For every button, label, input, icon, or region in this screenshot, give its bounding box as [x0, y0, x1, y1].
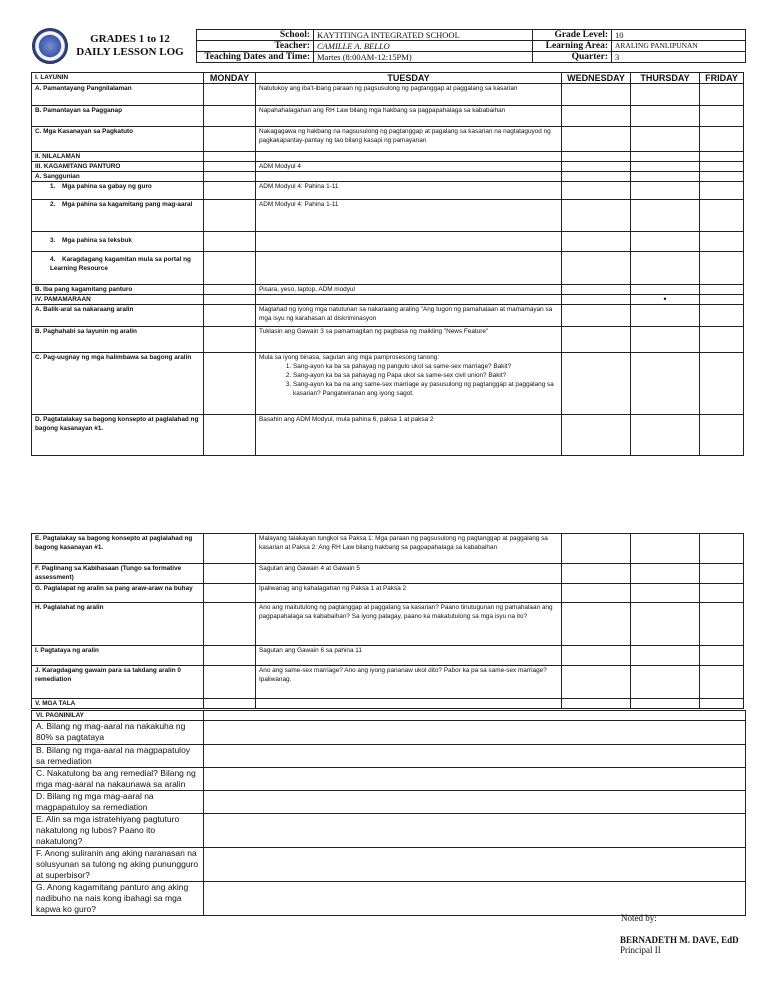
lesson-table-part2: [31, 533, 744, 709]
learning-area-value: ARALING PANLIPUNAN: [612, 41, 746, 52]
principal-position: Principal II: [620, 945, 661, 955]
form-title-line1: GRADES 1 to 12: [90, 33, 170, 45]
mga-tala-heading: V. MGA TALA: [32, 699, 204, 709]
paglalahat-label: H. Paglalahat ng aralin: [32, 603, 204, 646]
row-a-tuesday: Natutukoy ang iba't-ibang paraan ng pagsusulong ng pagtanggap at paggalang sa kasarian: [256, 84, 562, 106]
row-b-tuesday: Napahahalagahan ang RH Law bilang mga hakbang sa pagpapahalaga sa kababaihan: [256, 106, 562, 127]
paglalapat-tuesday: Ipaliwanag ang kahalagahan ng Paksa 1 at Paksa 2: [256, 584, 562, 603]
karagdagang-gawain-tuesday: Ano ang same-sex marriage? Ano ang iyong pananaw ukol dito? Pabor ka pa sa same-sex marriage? Ipaliwanag.: [256, 666, 562, 699]
pamamaraan-heading: IV. PAMAMARAAN: [32, 295, 204, 305]
col-wednesday: WEDNESDAY: [562, 73, 631, 84]
paglalahat-tuesday: Ano ang maitutulong ng pagtanggap at paggalang sa kasarian? Paano tinutugunan ng pamahalaan ang pagpapahalaga sa kababaihan? Sa iyong palagay, paano ka makatutulong sa mga isyu na ito?: [256, 603, 562, 646]
paghahabi-label: B. Paghahabi sa layunin ng aralin: [32, 327, 204, 353]
col-thursday: THURSDAY: [631, 73, 700, 84]
pagninilay-heading: VI. PAGNINILAY: [32, 711, 204, 721]
lesson-table-part1: [31, 72, 744, 456]
sanggunian-item-2-tuesday: ADM Modyul 4: Pahina 1-11: [256, 200, 562, 232]
school-value: KAYTITINGA INTEGRATED SCHOOL: [314, 30, 533, 41]
sanggunian-item-1-tuesday: ADM Modyul 4: Pahina 1-11: [256, 182, 562, 200]
pagninilay-table: [31, 710, 746, 916]
form-title: [70, 33, 190, 59]
teacher-label: Teacher:: [197, 41, 314, 52]
reflection-item: A. Bilang ng mag-aaral na nakakuha ng 80% sa pagtataya: [32, 721, 204, 745]
sanggunian-item-1: 1. Mga pahina sa gabay ng guro: [32, 182, 204, 200]
question-item: 3. Sang-ayon ka ba na ang same-sex marriage ay pasusulong ng pagtanggap at paggalang sa kasarian? Pangatwiranan ang iyong sagot.: [293, 380, 558, 398]
thursday-bullet: •: [631, 295, 700, 305]
reflection-item: G. Anong kagamitang panturo ang aking nadibuho na nais kong ibahagi sa mga kapwa ko guro?: [32, 882, 204, 916]
quarter-value: 3: [612, 52, 746, 63]
paglalapat-label: G. Paglalapat ng aralin sa pang araw-araw na buhay: [32, 584, 204, 603]
nilalaman-heading: II. NILALAMAN: [32, 152, 204, 162]
col-tuesday: TUESDAY: [256, 73, 562, 84]
principal-name: BERNADETH M. DAVE, EdD: [620, 935, 739, 945]
balik-aral-label: A. Balik-aral sa nakaraang aralin: [32, 305, 204, 327]
iba-pang-kagamitan-label: B. Iba pang kagamitang panturo: [32, 285, 204, 295]
school-label: School:: [197, 30, 314, 41]
paghahabi-tuesday: Tuklasin ang Gawain 3 sa pamamagitan ng pagbasa ng maikling "News Feature": [256, 327, 562, 353]
iba-pang-kagamitan-tuesday: Pisara, yeso, laptop, ADM modyul: [256, 285, 562, 295]
sanggunian-heading: A. Sanggunian: [32, 172, 204, 182]
row-a-label: A. Pamantayang Pangnilalaman: [32, 84, 204, 106]
col-friday: FRIDAY: [700, 73, 744, 84]
learning-area-label: Learning Area:: [533, 41, 612, 52]
balik-aral-tuesday: Maglahad ng iyong mga natutunan sa nakaraang araling "Ang tugon ng pamahalaan at mamamayan sa mga isyu ng karahasan at diskriminasyon: [256, 305, 562, 327]
teaching-dates-value: Martes (8:00AM-12:15PM): [314, 52, 533, 63]
row-c-label: C. Mga Kasanayan sa Pagkatuto: [32, 127, 204, 152]
grade-level-value: 10: [612, 30, 746, 41]
kagamitan-heading: III. KAGAMITANG PANTURO: [32, 162, 204, 172]
pagtataya-tuesday: Sagutan ang Gawain 6 sa pahina 11: [256, 646, 562, 666]
kagamitan-tuesday: ADM Modyul 4: [256, 162, 562, 172]
quarter-label: Quarter:: [533, 52, 612, 63]
sanggunian-item-4: 4. Karagdagang kagamitan mula sa portal ng Learning Resource: [32, 252, 204, 285]
reflection-item: F. Anong suliranin ang aking naranasan na solusyunan sa tulong ng aking punungguro at superbisor?: [32, 848, 204, 882]
pagtataya-label: I. Pagtataya ng aralin: [32, 646, 204, 666]
header-table: [196, 29, 746, 63]
pag-uugnay-tuesday: [256, 353, 562, 415]
reflection-item: C. Nakatulong ba ang remedial? Bilang ng mga mag-aaral na nakaunawa sa aralin: [32, 768, 204, 791]
reflection-item: E. Alin sa mga istratehiyang pagtuturo nakatulong ng lubos? Paano ito nakatulong?: [32, 814, 204, 848]
sanggunian-item-3: 3. Mga pahina sa teksbuk: [32, 232, 204, 252]
grade-level-label: Grade Level:: [533, 30, 612, 41]
noted-by-label: Noted by:: [621, 913, 657, 923]
deped-seal-logo: [32, 28, 68, 64]
question-item: 2. Sang-ayon ka ba sa pahayag ng Papa ukol sa same-sex civil union? Bakit?: [293, 371, 558, 380]
row-c-tuesday: Nakagagawa ng hakbang na nagsusulong ng pagtanggap at pagalang sa kasarian na nagtataguyod ng pagkakapantay-pantay ng tao bilang kasapi ng pamayanan: [256, 127, 562, 152]
layunin-heading: I. LAYUNIN: [32, 73, 204, 84]
reflection-item: B. Bilang ng mga-aaral na magpapatuloy sa remediation: [32, 745, 204, 768]
pagtalakay-e-tuesday: Malayang talakayan tungkol sa Paksa 1: Mga paraan ng pagsusulong ng pagtanggap at paggalang sa kasarian at Paksa 2: Ang RH Law bilang hakbang sa pagpapahalaga sa kababaihan: [256, 534, 562, 564]
form-title-line2: DAILY LESSON LOG: [76, 46, 184, 58]
paglinang-label: F. Paglinang sa Kabihasaan (Tungo sa formative assessment): [32, 564, 204, 584]
col-monday: MONDAY: [204, 73, 256, 84]
karagdagang-gawain-label: J. Karagdagang gawain para sa takdang aralin 0 remediation: [32, 666, 204, 699]
reflection-item: D. Bilang ng mga mag-aaral na magpapatuloy sa remediation: [32, 791, 204, 814]
sanggunian-item-2: 2. Mga pahina sa kagamitang pang mag-aaral: [32, 200, 204, 232]
pag-uugnay-label: C. Pag-uugnay ng mga halimbawa sa bagong aralin: [32, 353, 204, 415]
pag-uugnay-intro: Mula sa iyong binasa, sagutan ang mga pamprosesong tanong:: [259, 354, 440, 361]
pagtatalakay-tuesday: Basahin ang ADM Modyul, mula pahina 6, paksa 1 at paksa 2: [256, 415, 562, 456]
question-item: 1. Sang-ayon ka ba sa pahayag ng pangulo ukol sa same-sex marriage? Bakit?: [293, 362, 558, 371]
teacher-value: CAMILLE A. BELLO: [314, 41, 533, 52]
teaching-dates-label: Teaching Dates and Time:: [197, 52, 314, 63]
pagtatalakay-label: D. Pagtatalakay sa bagong konsepto at paglalahad ng bagong kasanayan #1.: [32, 415, 204, 456]
paglinang-tuesday: Sagutan ang Gawain 4 at Gawain 5: [256, 564, 562, 584]
pagtalakay-e-label: E. Pagtalakay sa bagong konsepto at paglalahad ng bagong kasanayan #1.: [32, 534, 204, 564]
pag-uugnay-questions: [259, 362, 558, 398]
row-b-label: B. Pamantayan sa Pagganap: [32, 106, 204, 127]
